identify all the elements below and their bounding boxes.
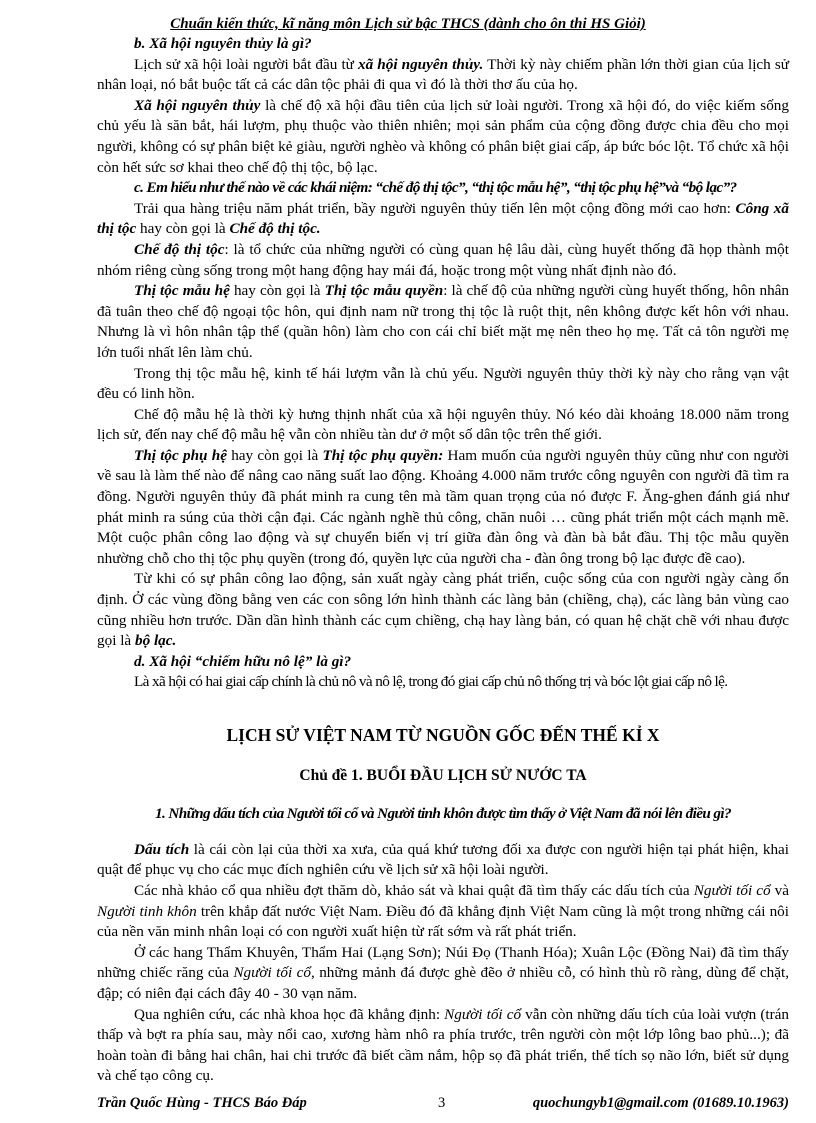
- question-1-paragraph: Dấu tích là cái còn lại của thời xa xưa, của quá khứ tương đối xa được con người hiện tại phát hiện, khai quật để phục vụ cho các mục đích nghiên cứu về lịch sử xã hội loài người.: [97, 840, 789, 879]
- question-1-paragraph: Các nhà khảo cổ qua nhiều đợt thăm dò, khảo sát và khai quật đã tìm thấy các dấu tích của Người tối cổ và Người tinh khôn trên khắp đất nước Việt Nam. Điều đó đã khẳng định Việt Nam cũng là một trong những cái nôi của nền văn minh nhân loại có con người xuất hiện từ rất sớm và rất phát triển.: [97, 881, 790, 941]
- page-header: Chuẩn kiến thức, kĩ năng môn Lịch sử bậc THCS (dành cho ôn thi HS Giỏi): [170, 16, 646, 32]
- section-d-heading: d. Xã hội “chiếm hữu nô lệ” là gì?: [134, 652, 352, 670]
- section-b-heading: b. Xã hội nguyên thủy là gì?: [134, 35, 312, 52]
- page-number: 3: [438, 1095, 446, 1111]
- section-c-paragraph: Trong thị tộc mẫu hệ, kinh tế hái lượm vẫn là chủ yếu. Người nguyên thủy thời kỳ này cho rằng vạn vật đều có linh hồn.: [97, 364, 789, 403]
- footer-author: Trần Quốc Hùng - THCS Báo Đáp: [97, 1095, 307, 1111]
- topic-title: Chủ đề 1. BUỔI ĐẦU LỊCH SỬ NƯỚC TA: [299, 767, 587, 784]
- section-c-paragraph: Chế độ mẫu hệ là thời kỳ hưng thịnh nhất của xã hội nguyên thủy. Nó kéo dài khoảng 18.000 năm trong lịch sử, đến nay chế độ mẫu hệ vẫn còn nhiều tàn dư ở một số dân tộc trên thế giới.: [97, 405, 789, 444]
- section-c-paragraph: Thị tộc phụ hệ hay còn gọi là Thị tộc phụ quyền: Ham muốn của người nguyên thủy cũng như con người về sau là làm thế nào để nâng cao năng suất lao động. Khoảng 4.000 năm trước công nguyên con người đã tìm ra đồng. Người nguyên thủy đã phát minh ra cung tên mà tầm quan trọng của nó được F. Ăng-ghen đánh giá như phát minh ra súng của thời cận đại. Các ngành nghề thủ công, chăn nuôi … cũng phát triển một cách mạnh mẽ. Một cuộc phân công lao động và sự chuyển biến vị trí giữa đàn ông và đàn bà bắt đầu. Thị tộc mẫu quyền nhường chỗ cho thị tộc phụ quyền (trong đó, quyền lực của người cha - đàn ông trong bộ lạc được đề cao).: [97, 446, 789, 567]
- footer-contact: quochungyb1@gmail.com (01689.10.1963): [532, 1095, 789, 1111]
- section-c-paragraph: Chế độ thị tộc: là tổ chức của những người có cùng quan hệ lâu dài, cùng huyết thống đã họp thành một nhóm riêng cùng sống trong một hang động hay mái đá, hoặc trong một vùng nhất định nào đó.: [97, 240, 789, 279]
- section-c-paragraph: Thị tộc mẫu hệ hay còn gọi là Thị tộc mẫu quyền: là chế độ của những người cùng huyết thống, hôn nhân đã tuân theo chế độ ngoại tộc hôn, qui định nam nữ trong thị tộc là ruột thịt, nên không được kết hôn với nhau. Nhưng là vì hôn nhân tập thể (quần hôn) làm cho con cái chỉ biết mặt mẹ nên theo họ mẹ. Tất cả tôn người mẹ lớn tuổi nhất lên làm chủ.: [97, 282, 790, 361]
- section-c-paragraph: Trải qua hàng triệu năm phát triển, bầy người nguyên thủy tiến lên một cộng đồng mới cao hơn: Công xã thị tộc hay còn gọi là Chế độ thị tộc.: [97, 199, 789, 238]
- question-1-paragraph: Ở các hang Thẩm Khuyên, Thẩm Hai (Lạng Sơn); Núi Đọ (Thanh Hóa); Xuân Lộc (Đồng Nai) đã tìm thấy những chiếc răng của Người tối cổ, những mảnh đá được ghè đẽo ở nhiều cỗ, có hình thù rõ ràng, dùng để chặt, đập; có niên đại cách đây 40 - 30 vạn năm.: [97, 943, 789, 1002]
- section-c-heading: c. Em hiểu như thế nào về các khái niệm: “chế độ thị tộc”, “thị tộc mẫu hệ”, “thị tộc phụ hệ”và “bộ lạc”?: [134, 179, 737, 197]
- section-b-paragraph: Lịch sử xã hội loài người bắt đầu từ xã hội nguyên thủy. Thời kỳ này chiếm phần lớn thời gian của lịch sử nhân loại, nó bắt buộc tất cả các dân tộc phải đi qua vì đó là thời thơ ấu của họ.: [97, 55, 789, 94]
- question-1-heading: 1. Những dấu tích của Người tối cổ và Người tinh khôn được tìm thấy ở Việt Nam đã nói lên điều gì?: [155, 805, 731, 822]
- document-body: [97, 34, 789, 1087]
- page-footer: [97, 1093, 789, 1113]
- section-c-paragraph: Từ khi có sự phân công lao động, sản xuất ngày càng phát triển, cuộc sống của con người ngày càng ổn định. Ở các vùng đồng bằng ven các con sông lớn hình thành các làng bản (chiềng, chạ), các làng bản vùng cao cũng nhiều hơn trước. Dần dần hình thành các cụm chiềng, chạ hay làng bản, có quan hệ chặt chẽ với nhau được gọi là bộ lạc.: [97, 570, 789, 650]
- section-b-paragraph: Xã hội nguyên thủy là chế độ xã hội đầu tiên của lịch sử loài người. Trong xã hội đó, do việc kiếm sống chủ yếu là săn bắt, hái lượm, phụ thuộc vào thiên nhiên; mọi sản phẩm của cộng đồng được chia đều cho mọi người, không có sự phân biệt kẻ giàu, người nghèo và không có phân biệt giai cấp, áp bức bóc lột. Tổ chức xã hội còn hết sức sơ khai theo chế độ thị tộc, bộ lạc.: [97, 96, 789, 176]
- section-d-paragraph: Là xã hội có hai giai cấp chính là chủ nô và nô lệ, trong đó giai cấp chủ nô thống trị và bóc lột giai cấp nô lệ.: [134, 673, 728, 691]
- main-title: LỊCH SỬ VIỆT NAM TỪ NGUỒN GỐC ĐẾN THẾ KỈ X: [226, 725, 660, 745]
- question-1-paragraph: Qua nghiên cứu, các nhà khoa học đã khẳng định: Người tối cổ vẫn còn những dấu tích của loài vượn (trán thấp và bợt ra phía sau, mày nổi cao, xương hàm nhô ra phía trước, trên người còn một lớp lông bao phủ...); đã hoàn toàn đi bằng hai chân, hai chi trước đã biết cầm nắm, hộp sọ đã phát triển, thể tích sọ não lớn, biết sử dụng và chế tạo công cụ.: [97, 1005, 790, 1085]
